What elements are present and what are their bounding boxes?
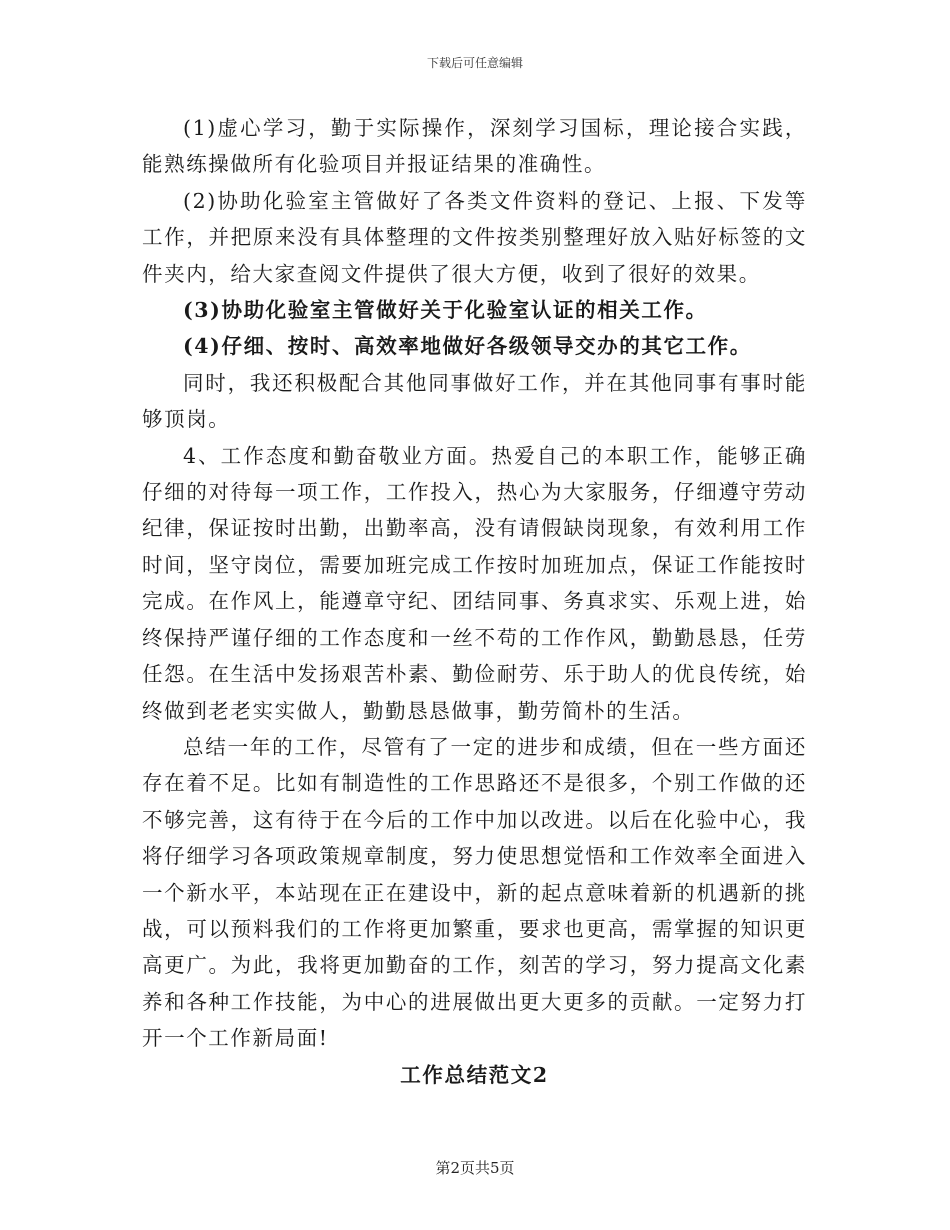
header-note: 下载后可任意编辑 [426,56,523,70]
section-title: 工作总结范文2 [400,1062,549,1087]
paragraph-1: (1)虚心学习，勤于实际操作，深刻学习国标，理论接合实践，能熟练操做所有化验项目并报证结果的准确性。 [142,116,807,177]
paragraph-5: 同时，我还积极配合其他同事做好工作，并在其他同事有事时能够顶岗。 [142,370,807,432]
page-number: 第2页共5页 [435,1159,515,1177]
paragraph-3: (3)协助化验室主管做好关于化验室认证的相关工作。 [183,298,708,323]
paragraph-7: 总结一年的工作，尽管有了一定的进步和成绩，但在一些方面还存在着不足。比如有制造性的工作思路还不是很多，个别工作做的还不够完善，这有待于在今后的工作中加以改进。以后在化验中心，我将仔细学习各项政策规章制度，努力使思想觉悟和工作效率全面进入一个新水平，本站现在正在建设中，新的起点意味着新的机遇新的挑战，可以预料我们的工作将更加繁重，要求也更高，需掌握的知识更高更广。为此，我将更加勤奋的工作，刻苦的学习，努力提高文化素养和各种工作技能，为中心的进展做出更大更多的贡献。一定努力打开一个工作新局面! [142,734,807,1051]
paragraph-4: (4)仔细、按时、高效率地做好各级领导交办的其它工作。 [183,334,752,359]
paragraph-2: (2)协助化验室主管做好了各类文件资料的登记、上报、下发等工作，并把原来没有具体整理的文件按类别整理好放入贴好标签的文件夹内，给大家查阅文件提供了很大方便，收到了很好的效果。 [142,188,807,286]
document-body [142,110,807,1093]
paragraph-6: 4、工作态度和勤奋敬业方面。热爱自己的本职工作，能够正确仔细的对待每一项工作，工作投入，热心为大家服务，仔细遵守劳动纪律，保证按时出勤，出勤率高，没有请假缺岗现象，有效利用工作时间，坚守岗位，需要加班完成工作按时加班加点，保证工作能按时完成。在作风上，能遵章守纪、团结同事、务真求实、乐观上进，始终保持严谨仔细的工作态度和一丝不苟的工作作风，勤勤恳恳，任劳任怨。在生活中发扬艰苦朴素、勤俭耐劳、乐于助人的优良传统，始终做到老老实实做人，勤勤恳恳做事，勤劳简朴的生活。 [142,443,807,723]
